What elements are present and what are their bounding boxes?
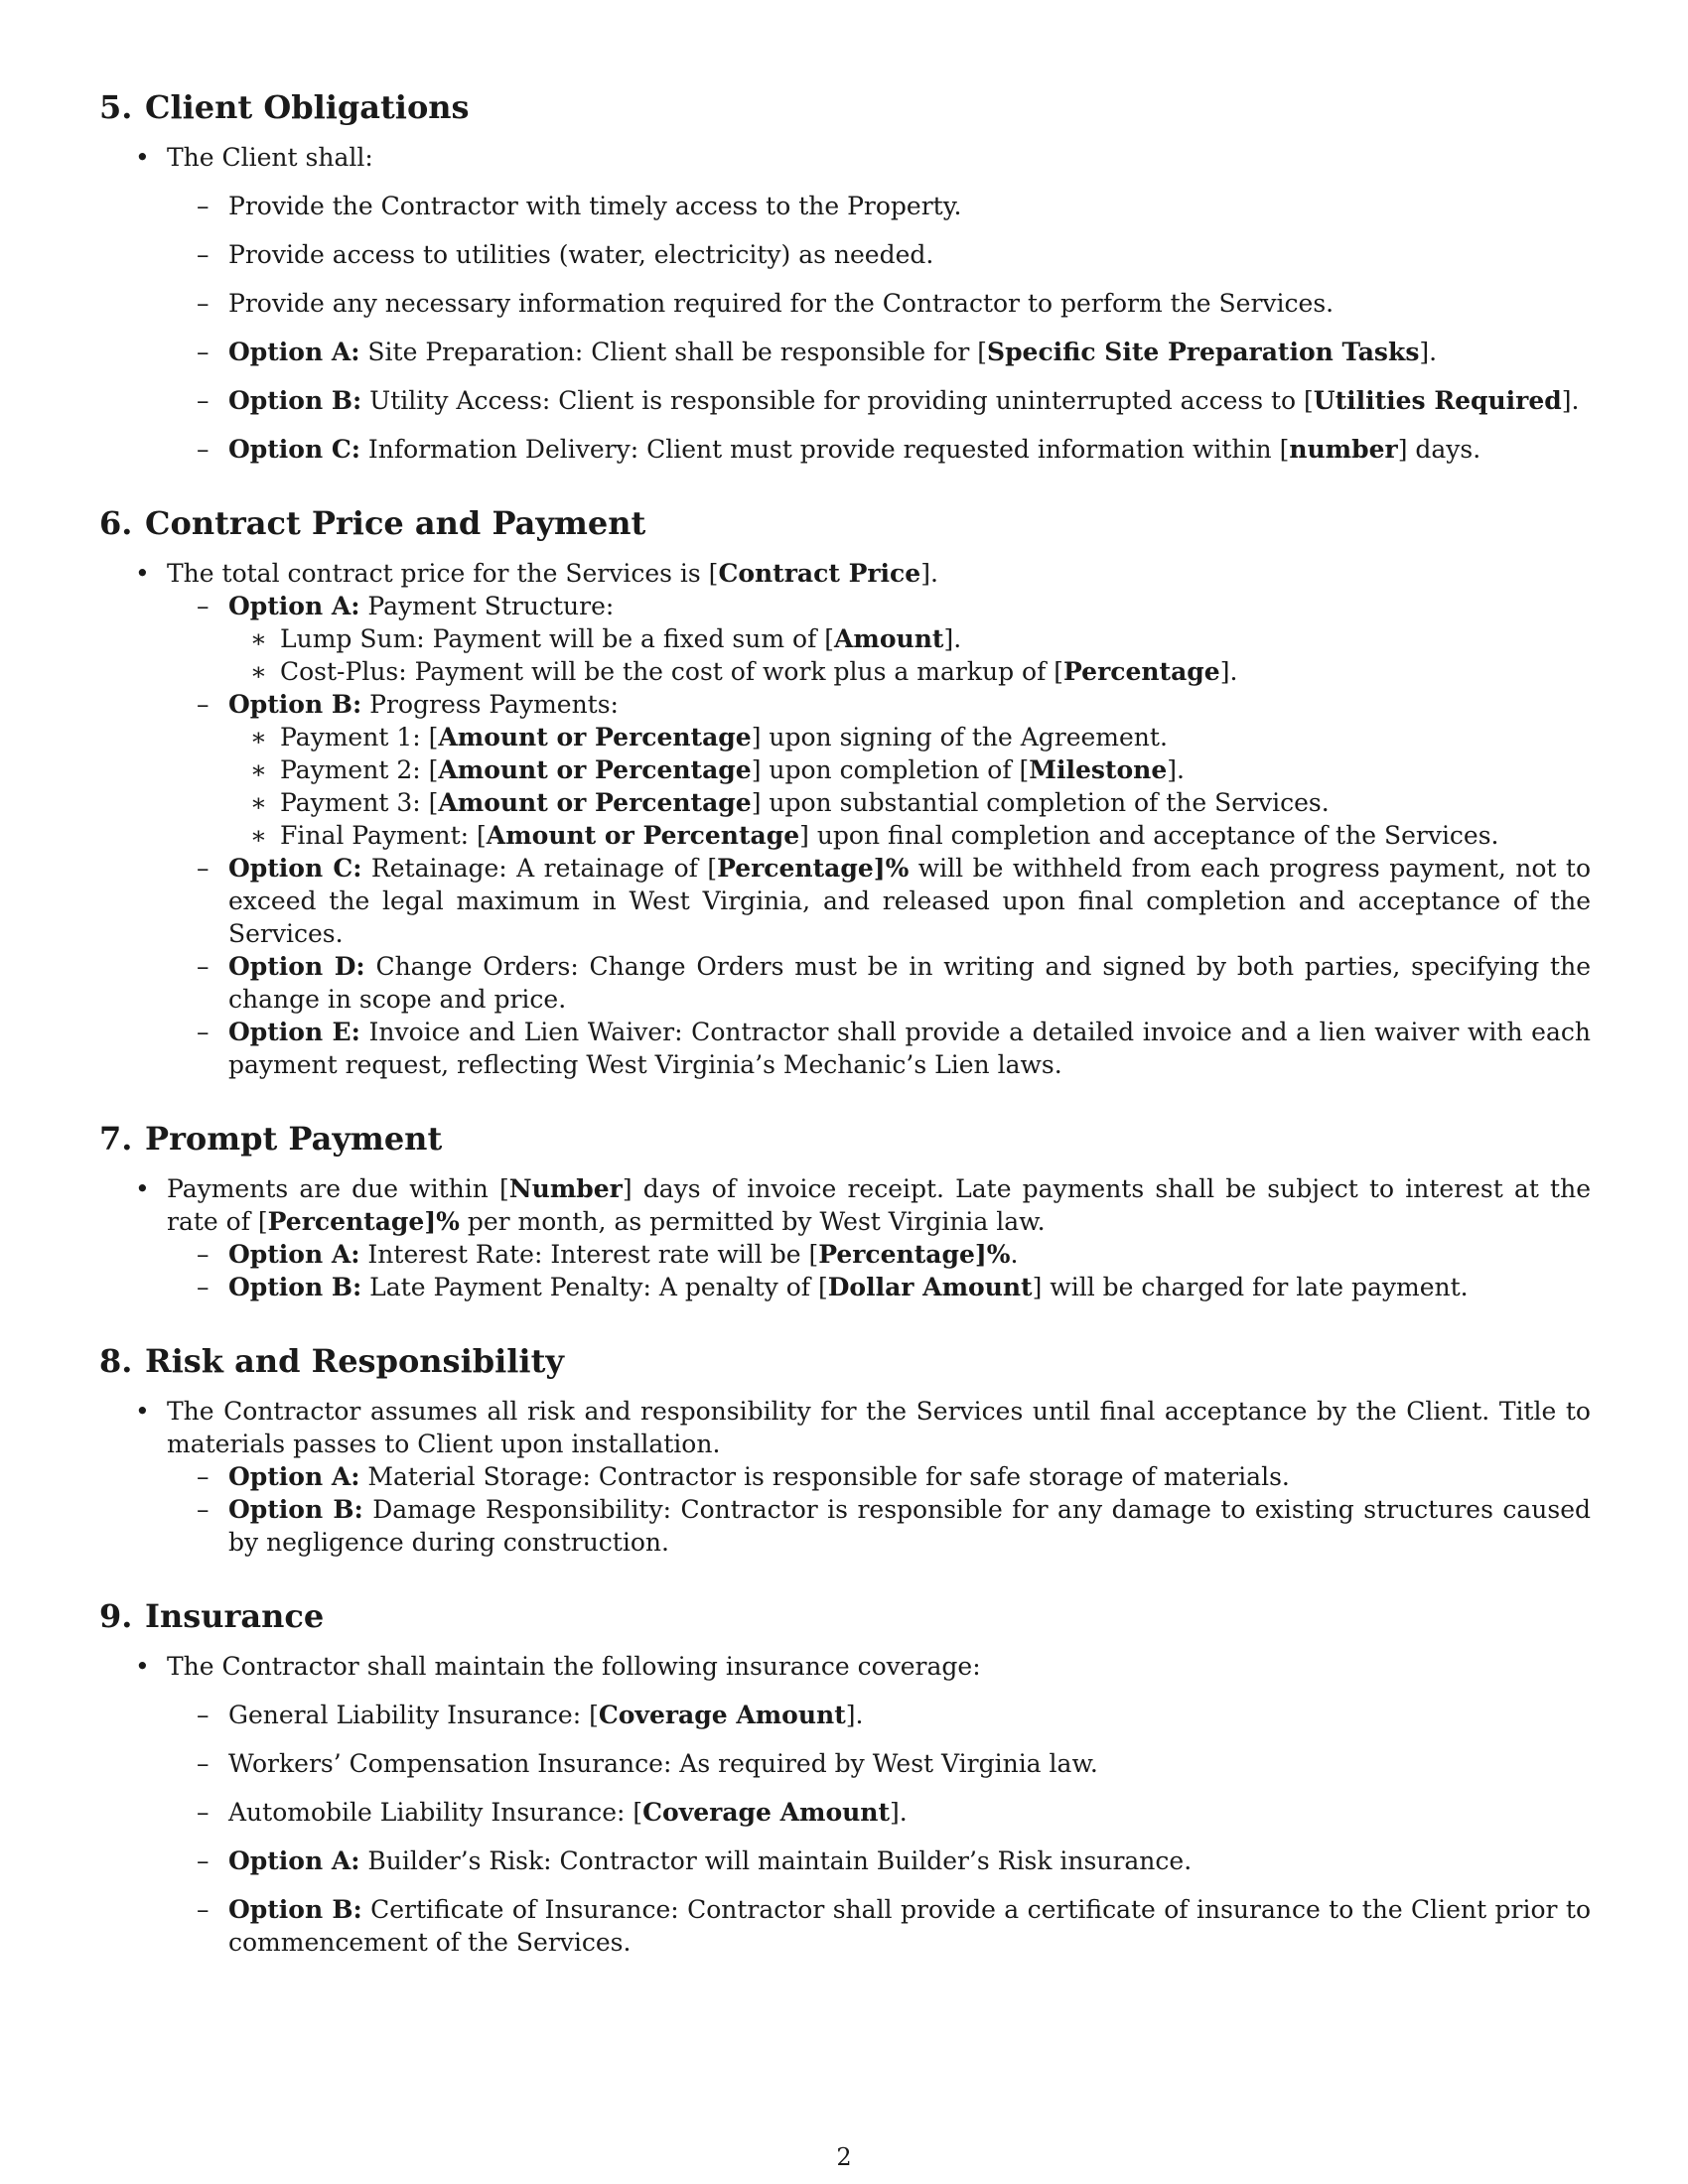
section-heading: 8. Risk and Responsibility xyxy=(99,1342,564,1380)
star-item: ∗ Payment 2: [Amount or Percentage] upon completion of [Milestone]. xyxy=(228,753,1591,786)
option-a: – Option A: Site Preparation: Client shall be responsible for [Specific Site Preparation Tasks]. xyxy=(99,336,1591,368)
star-list xyxy=(228,622,1591,688)
star-item: ∗ Payment 3: [Amount or Percentage] upon substantial completion of the Services. xyxy=(228,786,1591,819)
page-number: 2 xyxy=(836,2143,852,2171)
sub-list xyxy=(99,590,1591,1081)
section-heading: 5. Client Obligations xyxy=(99,88,470,126)
section-insurance xyxy=(99,1596,1591,1959)
sub-item: – General Liability Insurance: [Coverage Amount]. xyxy=(99,1699,1591,1731)
star-item: ∗ Cost-Plus: Payment will be the cost of work plus a markup of [Percentage]. xyxy=(228,655,1591,688)
sub-list xyxy=(99,1699,1591,1959)
bullet-item: • The total contract price for the Services is [Contract Price]. xyxy=(99,557,1591,590)
document-page xyxy=(99,87,1591,1996)
star-item: ∗ Lump Sum: Payment will be a fixed sum of [Amount]. xyxy=(228,622,1591,655)
sub-item: – Provide the Contractor with timely access to the Property. xyxy=(99,190,1591,222)
section-heading: 9. Insurance xyxy=(99,1597,325,1635)
option-b: – Option B: Utility Access: Client is responsible for providing uninterrupted access to [Utilities Required]. xyxy=(99,384,1591,417)
sub-list xyxy=(99,1460,1591,1559)
section-heading: 7. Prompt Payment xyxy=(99,1120,443,1158)
bullet-item: • Payments are due within [Number] days of invoice receipt. Late payments shall be subject to interest at the rate of [Percentage]% per month, as permitted by West Virginia law. xyxy=(99,1172,1591,1238)
section-contract-price xyxy=(99,503,1591,1081)
star-item: ∗ Final Payment: [Amount or Percentage] upon final completion and acceptance of the Services. xyxy=(228,819,1591,852)
sub-item: – Provide access to utilities (water, electricity) as needed. xyxy=(99,238,1591,271)
option-a: – Option A: Payment Structure: ∗ Lump Sum: Payment will be a fixed sum of [Amount]. ∗ Cost-Plus: Payment will be the cost of work plus a markup of [Percentage]. xyxy=(99,590,1591,688)
option-d: – Option D: Change Orders: Change Orders must be in writing and signed by both parties, specifying the change in scope and price. xyxy=(99,950,1591,1016)
option-b: – Option B: Progress Payments: ∗ Payment 1: [Amount or Percentage] upon signing of the Agreement. ∗ Payment 2: [Amount or Percentage] upon completion of [Milestone]. ∗ Payment 3: [Amount or Percentage] upon substantial completion of the Services. ∗ Final Payment: [Amount or Percentage] upon final completion and acceptance of the Services. xyxy=(99,688,1591,852)
option-c: – Option C: Retainage: A retainage of [Percentage]% will be withheld from each progress payment, not to exceed the legal maximum in West Virginia, and released upon final completion and acceptance of the Services. xyxy=(99,852,1591,950)
section-heading: 6. Contract Price and Payment xyxy=(99,504,646,542)
option-b: – Option B: Certificate of Insurance: Contractor shall provide a certificate of insurance to the Client prior to commencement of the Services. xyxy=(99,1893,1591,1959)
sub-list xyxy=(99,190,1591,466)
sub-list xyxy=(99,1238,1591,1303)
sub-item: – Workers’ Compensation Insurance: As required by West Virginia law. xyxy=(99,1747,1591,1780)
option-b: – Option B: Damage Responsibility: Contractor is responsible for any damage to existing structures caused by negligence during construction. xyxy=(99,1493,1591,1559)
option-a: – Option A: Interest Rate: Interest rate will be [Percentage]%. xyxy=(99,1238,1591,1271)
option-a: – Option A: Material Storage: Contractor is responsible for safe storage of materials. xyxy=(99,1460,1591,1493)
section-risk xyxy=(99,1341,1591,1559)
option-a: – Option A: Builder’s Risk: Contractor will maintain Builder’s Risk insurance. xyxy=(99,1844,1591,1877)
section-prompt-payment xyxy=(99,1119,1591,1303)
sub-item: – Provide any necessary information required for the Contractor to perform the Services. xyxy=(99,287,1591,320)
sub-item: – Automobile Liability Insurance: [Coverage Amount]. xyxy=(99,1796,1591,1829)
bullet-item: • The Contractor assumes all risk and responsibility for the Services until final acceptance by the Client. Title to materials passes to Client upon installation. xyxy=(99,1395,1591,1460)
star-item: ∗ Payment 1: [Amount or Percentage] upon signing of the Agreement. xyxy=(228,721,1591,753)
section-client-obligations xyxy=(99,87,1591,466)
option-b: – Option B: Late Payment Penalty: A penalty of [Dollar Amount] will be charged for late payment. xyxy=(99,1271,1591,1303)
bullet-item: • The Client shall: xyxy=(99,141,1591,174)
star-list xyxy=(228,721,1591,852)
option-c: – Option C: Information Delivery: Client must provide requested information within [number] days. xyxy=(99,433,1591,466)
option-e: – Option E: Invoice and Lien Waiver: Contractor shall provide a detailed invoice and a lien waiver with each payment request, reflecting West Virginia’s Mechanic’s Lien laws. xyxy=(99,1016,1591,1081)
bullet-item: • The Contractor shall maintain the following insurance coverage: xyxy=(99,1650,1591,1683)
